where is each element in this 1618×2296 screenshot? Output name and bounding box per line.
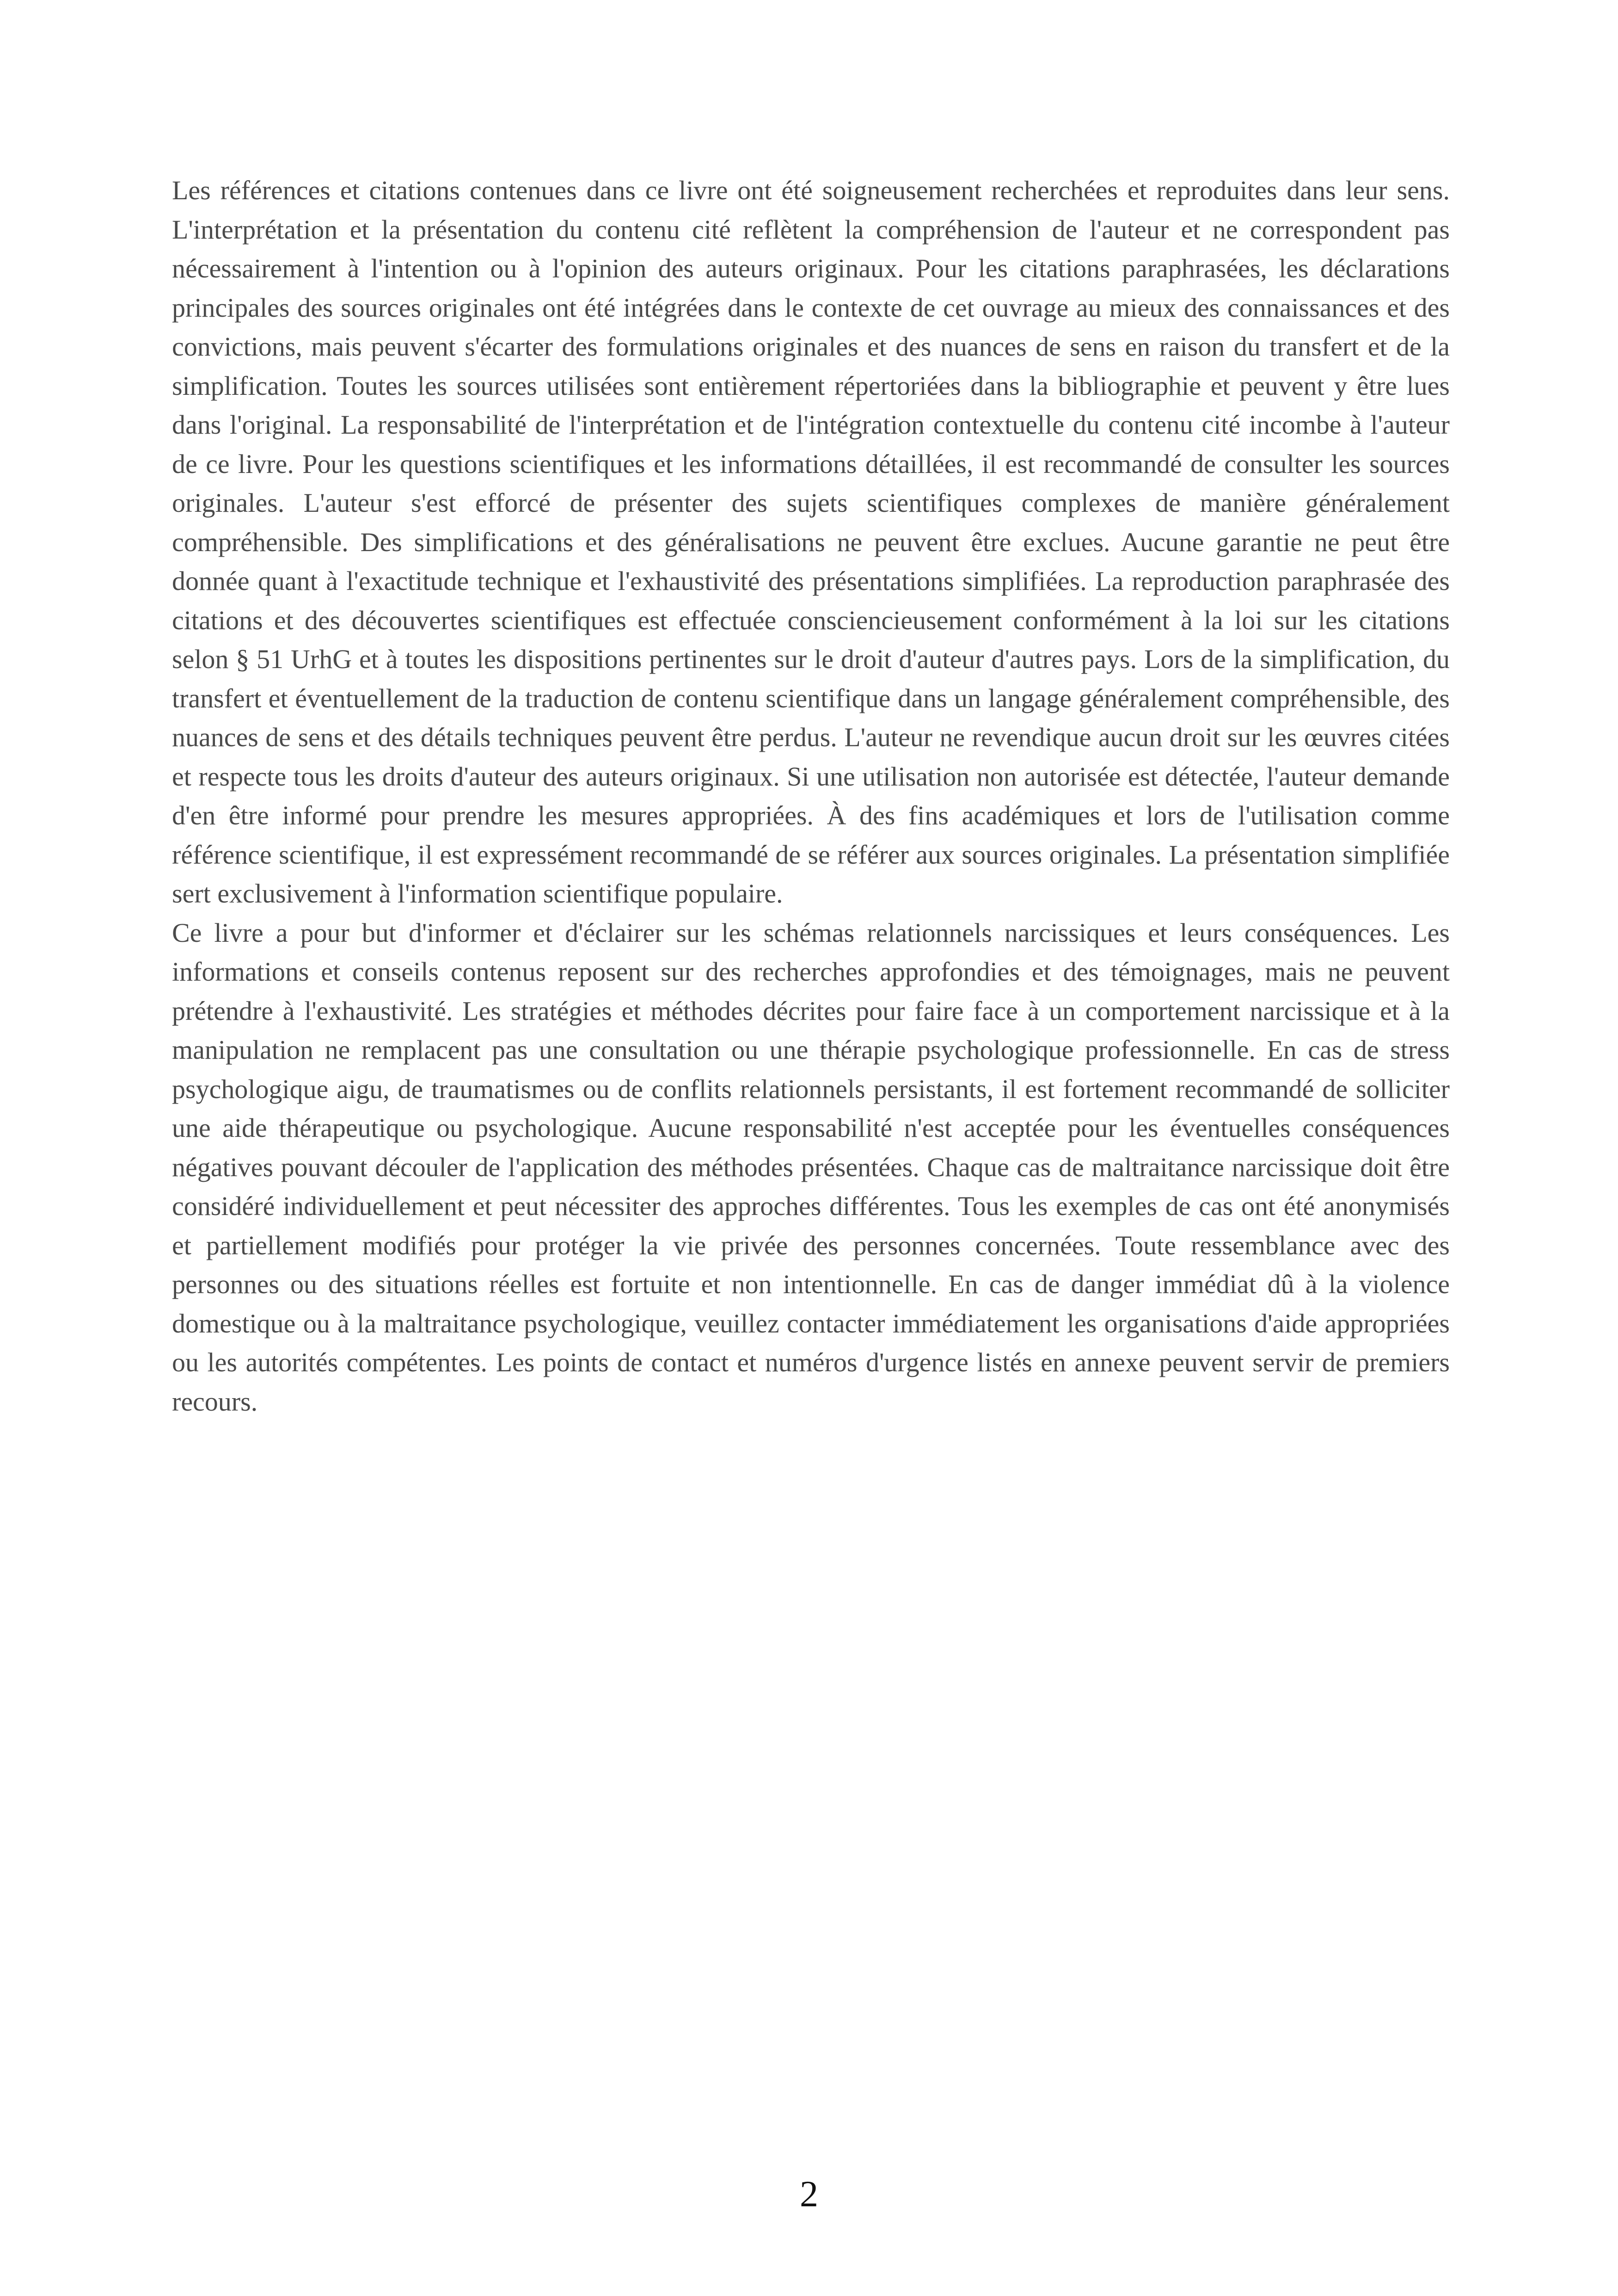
body-text [172, 171, 1450, 1421]
page-number: 2 [800, 2174, 818, 2215]
paragraph-disclaimer-content: Ce livre a pour but d'informer et d'éclairer sur les schémas relationnels narcissiques et leurs conséquences. Les informations et conseils contenus reposent sur des recherches approfondies et des témoignages, mais ne peuvent prétendre à l'exhaustivité. Les stratégies et méthodes décrites pour faire face à un comportement narcissique et à la manipulation ne remplacent pas une consultation ou une thérapie psychologique professionnelle. En cas de stress psychologique aigu, de traumatismes ou de conflits relationnels persistants, il est fortement recommandé de solliciter une aide thérapeutique ou psychologique. Aucune responsabilité n'est acceptée pour les éventuelles conséquences négatives pouvant découler de l'application des méthodes présentées. Chaque cas de maltraitance narcissique doit être considéré individuellement et peut nécessiter des approches différentes. Tous les exemples de cas ont été anonymisés et partiellement modifiés pour protéger la vie privée des personnes concernées. Toute ressemblance avec des personnes ou des situations réelles est fortuite et non intentionnelle. En cas de danger immédiat dû à la violence domestique ou à la maltraitance psychologique, veuillez contacter immédiatement les organisations d'aide appropriées ou les autorités compétentes. Les points de contact et numéros d'urgence listés en annexe peuvent servir de premiers recours. [172, 917, 1450, 1417]
paragraph-disclaimer-citations: Les références et citations contenues dans ce livre ont été soigneusement recherchées et reproduites dans leur sens. L'interprétation et la présentation du contenu cité reflètent la compréhension de l'auteur et ne correspondent pas nécessairement à l'intention ou à l'opinion des auteurs originaux. Pour les citations paraphrasées, les déclarations principales des sources originales ont été intégrées dans le contexte de cet ouvrage au mieux des connaissances et des convictions, mais peuvent s'écarter des formulations originales et des nuances de sens en raison du transfert et de la simplification. Toutes les sources utilisées sont entièrement répertoriées dans la bibliographie et peuvent y être lues dans l'original. La responsabilité de l'interprétation et de l'intégration contextuelle du contenu cité incombe à l'auteur de ce livre. Pour les questions scientifiques et les informations détaillées, il est recommandé de consulter les sources originales. L'auteur s'est efforcé de présenter des sujets scientifiques complexes de manière généralement compréhensible. Des simplifications et des généralisations ne peuvent être exclues. Aucune garantie ne peut être donnée quant à l'exactitude technique et l'exhaustivité des présentations simplifiées. La reproduction paraphrasée des citations et des découvertes scientifiques est effectuée consciencieusement conformément à la loi sur les citations selon § 51 UrhG et à toutes les dispositions pertinentes sur le droit d'auteur d'autres pays. Lors de la simplification, du transfert et éventuellement de la traduction de contenu scientifique dans un langage généralement compréhensible, des nuances de sens et des détails techniques peuvent être perdus. L'auteur ne revendique aucun droit sur les œuvres citées et respecte tous les droits d'auteur des auteurs originaux. Si une utilisation non autorisée est détectée, l'auteur demande d'en être informé pour prendre les mesures appropriées. À des fins académiques et lors de l'utilisation comme référence scientifique, il est expressément recommandé de se référer aux sources originales. La présentation simplifiée sert exclusivement à l'information scientifique populaire. [172, 175, 1450, 909]
